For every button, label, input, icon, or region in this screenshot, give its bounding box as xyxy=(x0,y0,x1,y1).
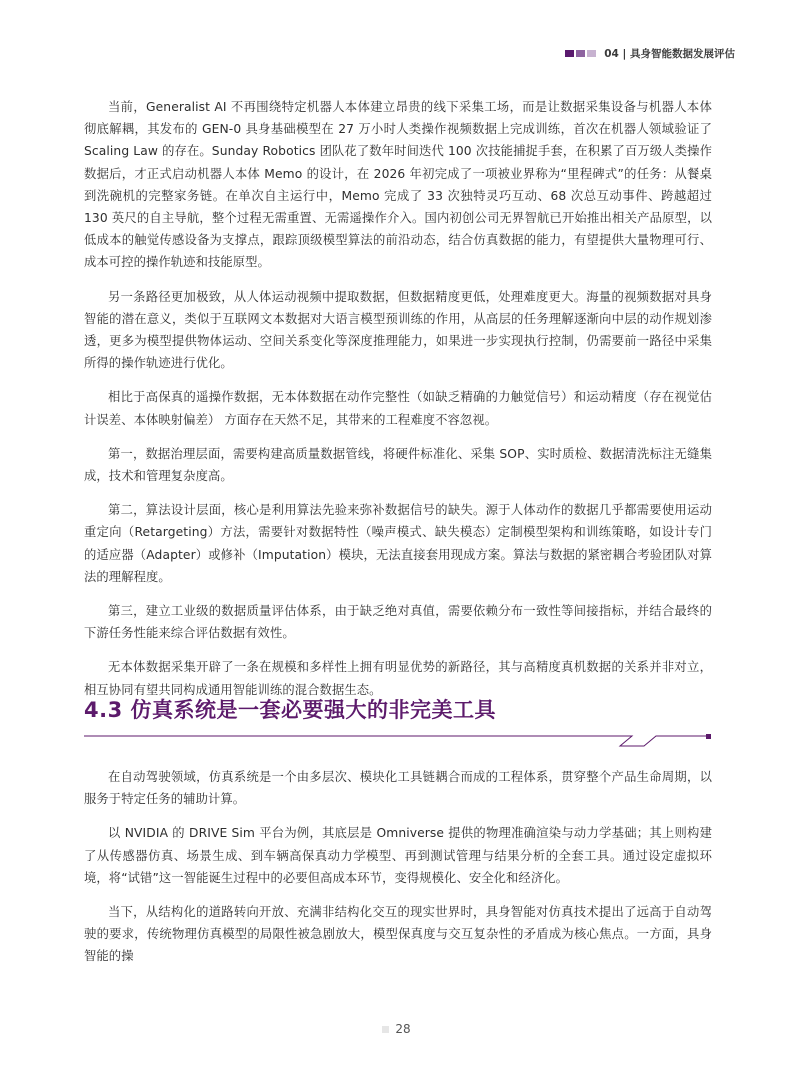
header-square-dark xyxy=(565,50,574,57)
page-number: 28 xyxy=(395,1022,411,1036)
body-text xyxy=(84,96,712,713)
header-decoration xyxy=(565,50,596,57)
chapter-label: 04 | 具身智能数据发展评估 xyxy=(604,48,735,60)
paragraph-4: 第一，数据治理层面，需要构建高质量数据管线，将硬件标准化、采集 SOP、实时质检、数据清洗标注无缝集成，技术和管理复杂度高。 xyxy=(84,446,712,484)
paragraph-3: 相比于高保真的遥操作数据，无本体数据在动作完整性（如缺乏精确的力触觉信号）和运动精度（存在视觉估计误差、本体映射偏差） 方面存在天然不足，其带来的工程难度不容忽视。 xyxy=(84,390,712,427)
paragraph-2: 另一条路径更加极致，从人体运动视频中提取数据，但数据精度更低，处理难度更大。海量的视频数据对具身智能的潜在意义，类似于互联网文本数据对大语言模型预训练的作用，从高层的任务理解逐渐向中层的动作规划渗透，更多为模型提供物体运动、空间关系变化等深度推理能力，如果进一步实现执行控制，仍需要前一路径中采集所得的操作轨迹进行优化。 xyxy=(84,289,712,371)
header-square-light xyxy=(587,50,596,57)
section-paragraph-2: 以 NVIDIA 的 DRIVE Sim 平台为例，其底层是 Omniverse 提供的物理准确渲染与动力学基础；其上则构建了从传感器仿真、场景生成、到车辆高保真动力学模型、再到测试管理与结果分析的全套工具。通过设定虚拟环境，将“试错”这一智能诞生过程中的必要但高成本环节，变得规模化、安全化和经济化。 xyxy=(84,826,712,885)
paragraph-5: 第二，算法设计层面，核心是利用算法先验来弥补数据信号的缺失。源于人体动作的数据几乎都需要使用运动重定向（Retargeting）方法，需要针对数据特性（噪声模式、缺失模态）定制模型架构和训练策略，如设计专门的适应器（Adapter）或修补（Imputation）模块，无法直接套用现成方案。算法与数据的紧密耦合考验团队对算法的理解程度。 xyxy=(84,503,712,584)
section-divider xyxy=(84,726,712,748)
header-square-mid xyxy=(576,50,585,57)
paragraph-6: 第三，建立工业级的数据质量评估体系，由于缺乏绝对真值，需要依赖分布一致性等间接指标，并结合最终的下游任务性能来综合评估数据有效性。 xyxy=(84,604,712,641)
page-footer xyxy=(0,1022,793,1036)
page-header xyxy=(565,46,735,61)
paragraph-7: 无本体数据采集开辟了一条在规模和多样性上拥有明显优势的新路径，其与高精度真机数据的关系并非对立，相互协同有望共同构成通用智能训练的混合数据生态。 xyxy=(84,660,712,697)
paragraph-1: 当前，Generalist AI 不再围绕特定机器人本体建立昂贵的线下采集工场，而是让数据采集设备与机器人本体彻底解耦，其发布的 GEN-0 具身基础模型在 27 万小时人类操作视频数据上完成训练，首次在机器人领域验证了 Scaling Law 的存在。Sunday Robotics 团队花了数年时间迭代 100 次技能捕捉手套，在积累了百万级人类操作数据后，才正式启动机器人本体 Memo 的设计，在 2026 年初完成了一项被业界称为“里程碑式”的任务：从餐桌到洗碗机的完整家务链。在单次自主运行中，Memo 完成了 33 次独特灵巧互动、68 次总互动事件、跨越超过 130 英尺的自主导航，整个过程无需重置、无需遥操作介入。国内初创公司无界智航已开始推出相关产品原型，以低成本的触觉传感设备为支撑点，跟踪顶级模型算法的前沿动态，结合仿真数据的能力，有望提供大量物理可行、成本可控的操作轨迹和技能原型。 xyxy=(84,100,712,270)
section-title: 4.3 仿真系统是一套必要强大的非完美工具 xyxy=(84,698,497,722)
section-paragraph-3: 当下，从结构化的道路转向开放、充满非结构化交互的现实世界时，具身智能对仿真技术提出了远高于自动驾驶的要求，传统物理仿真模型的局限性被急剧放大，模型保真度与交互复杂性的矛盾成为核心焦点。一方面，具身智能的操 xyxy=(84,905,712,964)
section-paragraph-1: 在自动驾驶领域，仿真系统是一个由多层次、模块化工具链耦合而成的工程体系，贯穿整个产品生命周期，以服务于特定任务的辅助计算。 xyxy=(84,770,712,807)
footer-square xyxy=(382,1026,389,1033)
section-body-text xyxy=(84,766,712,980)
